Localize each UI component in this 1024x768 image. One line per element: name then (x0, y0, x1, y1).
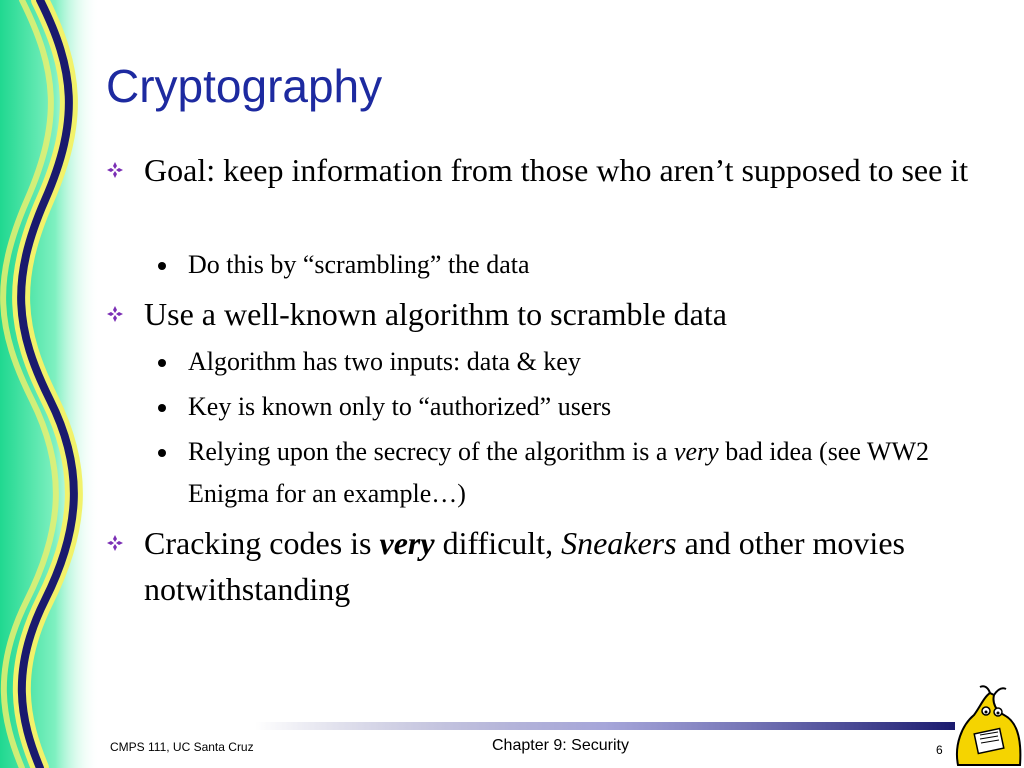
filled-circle-icon (158, 404, 166, 412)
text-segment: Relying upon the secrecy of the algorithm is a (188, 437, 674, 466)
sub-bullet-text (188, 431, 958, 515)
bullet-text: Use a well-known algorithm to scramble data (144, 296, 727, 332)
bullet-text: Goal: keep information from those who aren’t supposed to see it (144, 152, 969, 188)
sub-bullet-text: Do this by “scrambling” the data (188, 250, 530, 279)
banana-slug-logo (950, 685, 1024, 768)
sub-bullet-key (158, 386, 611, 428)
emphasis-very: very (673, 437, 719, 466)
diamond-cluster-icon (106, 534, 124, 552)
bullet-goal (106, 147, 968, 193)
text-segment: bad idea (see WW2 Enigma for an example…) (188, 437, 929, 508)
bullet-algorithm (106, 291, 727, 337)
text-segment: Cracking codes is (144, 525, 380, 561)
footer-gradient-line (255, 722, 955, 730)
diamond-cluster-icon (106, 305, 124, 323)
filled-circle-icon (158, 449, 166, 457)
filled-circle-icon (158, 262, 166, 270)
text-segment: difficult, (434, 525, 562, 561)
decorative-wave-band (0, 0, 100, 768)
emphasis-sneakers: Sneakers (561, 525, 677, 561)
footer-course: CMPS 111, UC Santa Cruz (110, 740, 254, 754)
footer-page-number: 6 (936, 743, 943, 757)
sub-bullet-secrecy (158, 431, 958, 515)
sub-bullet-text: Algorithm has two inputs: data & key (188, 347, 581, 376)
sub-bullet-text: Key is known only to “authorized” users (188, 392, 612, 421)
filled-circle-icon (158, 359, 166, 367)
bullet-cracking (106, 520, 986, 612)
text-segment: and other movies notwithstanding (144, 525, 905, 607)
bullet-text (144, 520, 986, 612)
sub-bullet-inputs (158, 341, 581, 383)
sub-bullet-scrambling (158, 244, 530, 286)
emphasis-very: very (379, 525, 435, 561)
slide-title: Cryptography (106, 60, 383, 112)
diamond-cluster-icon (106, 161, 124, 179)
footer-chapter: Chapter 9: Security (492, 737, 629, 754)
